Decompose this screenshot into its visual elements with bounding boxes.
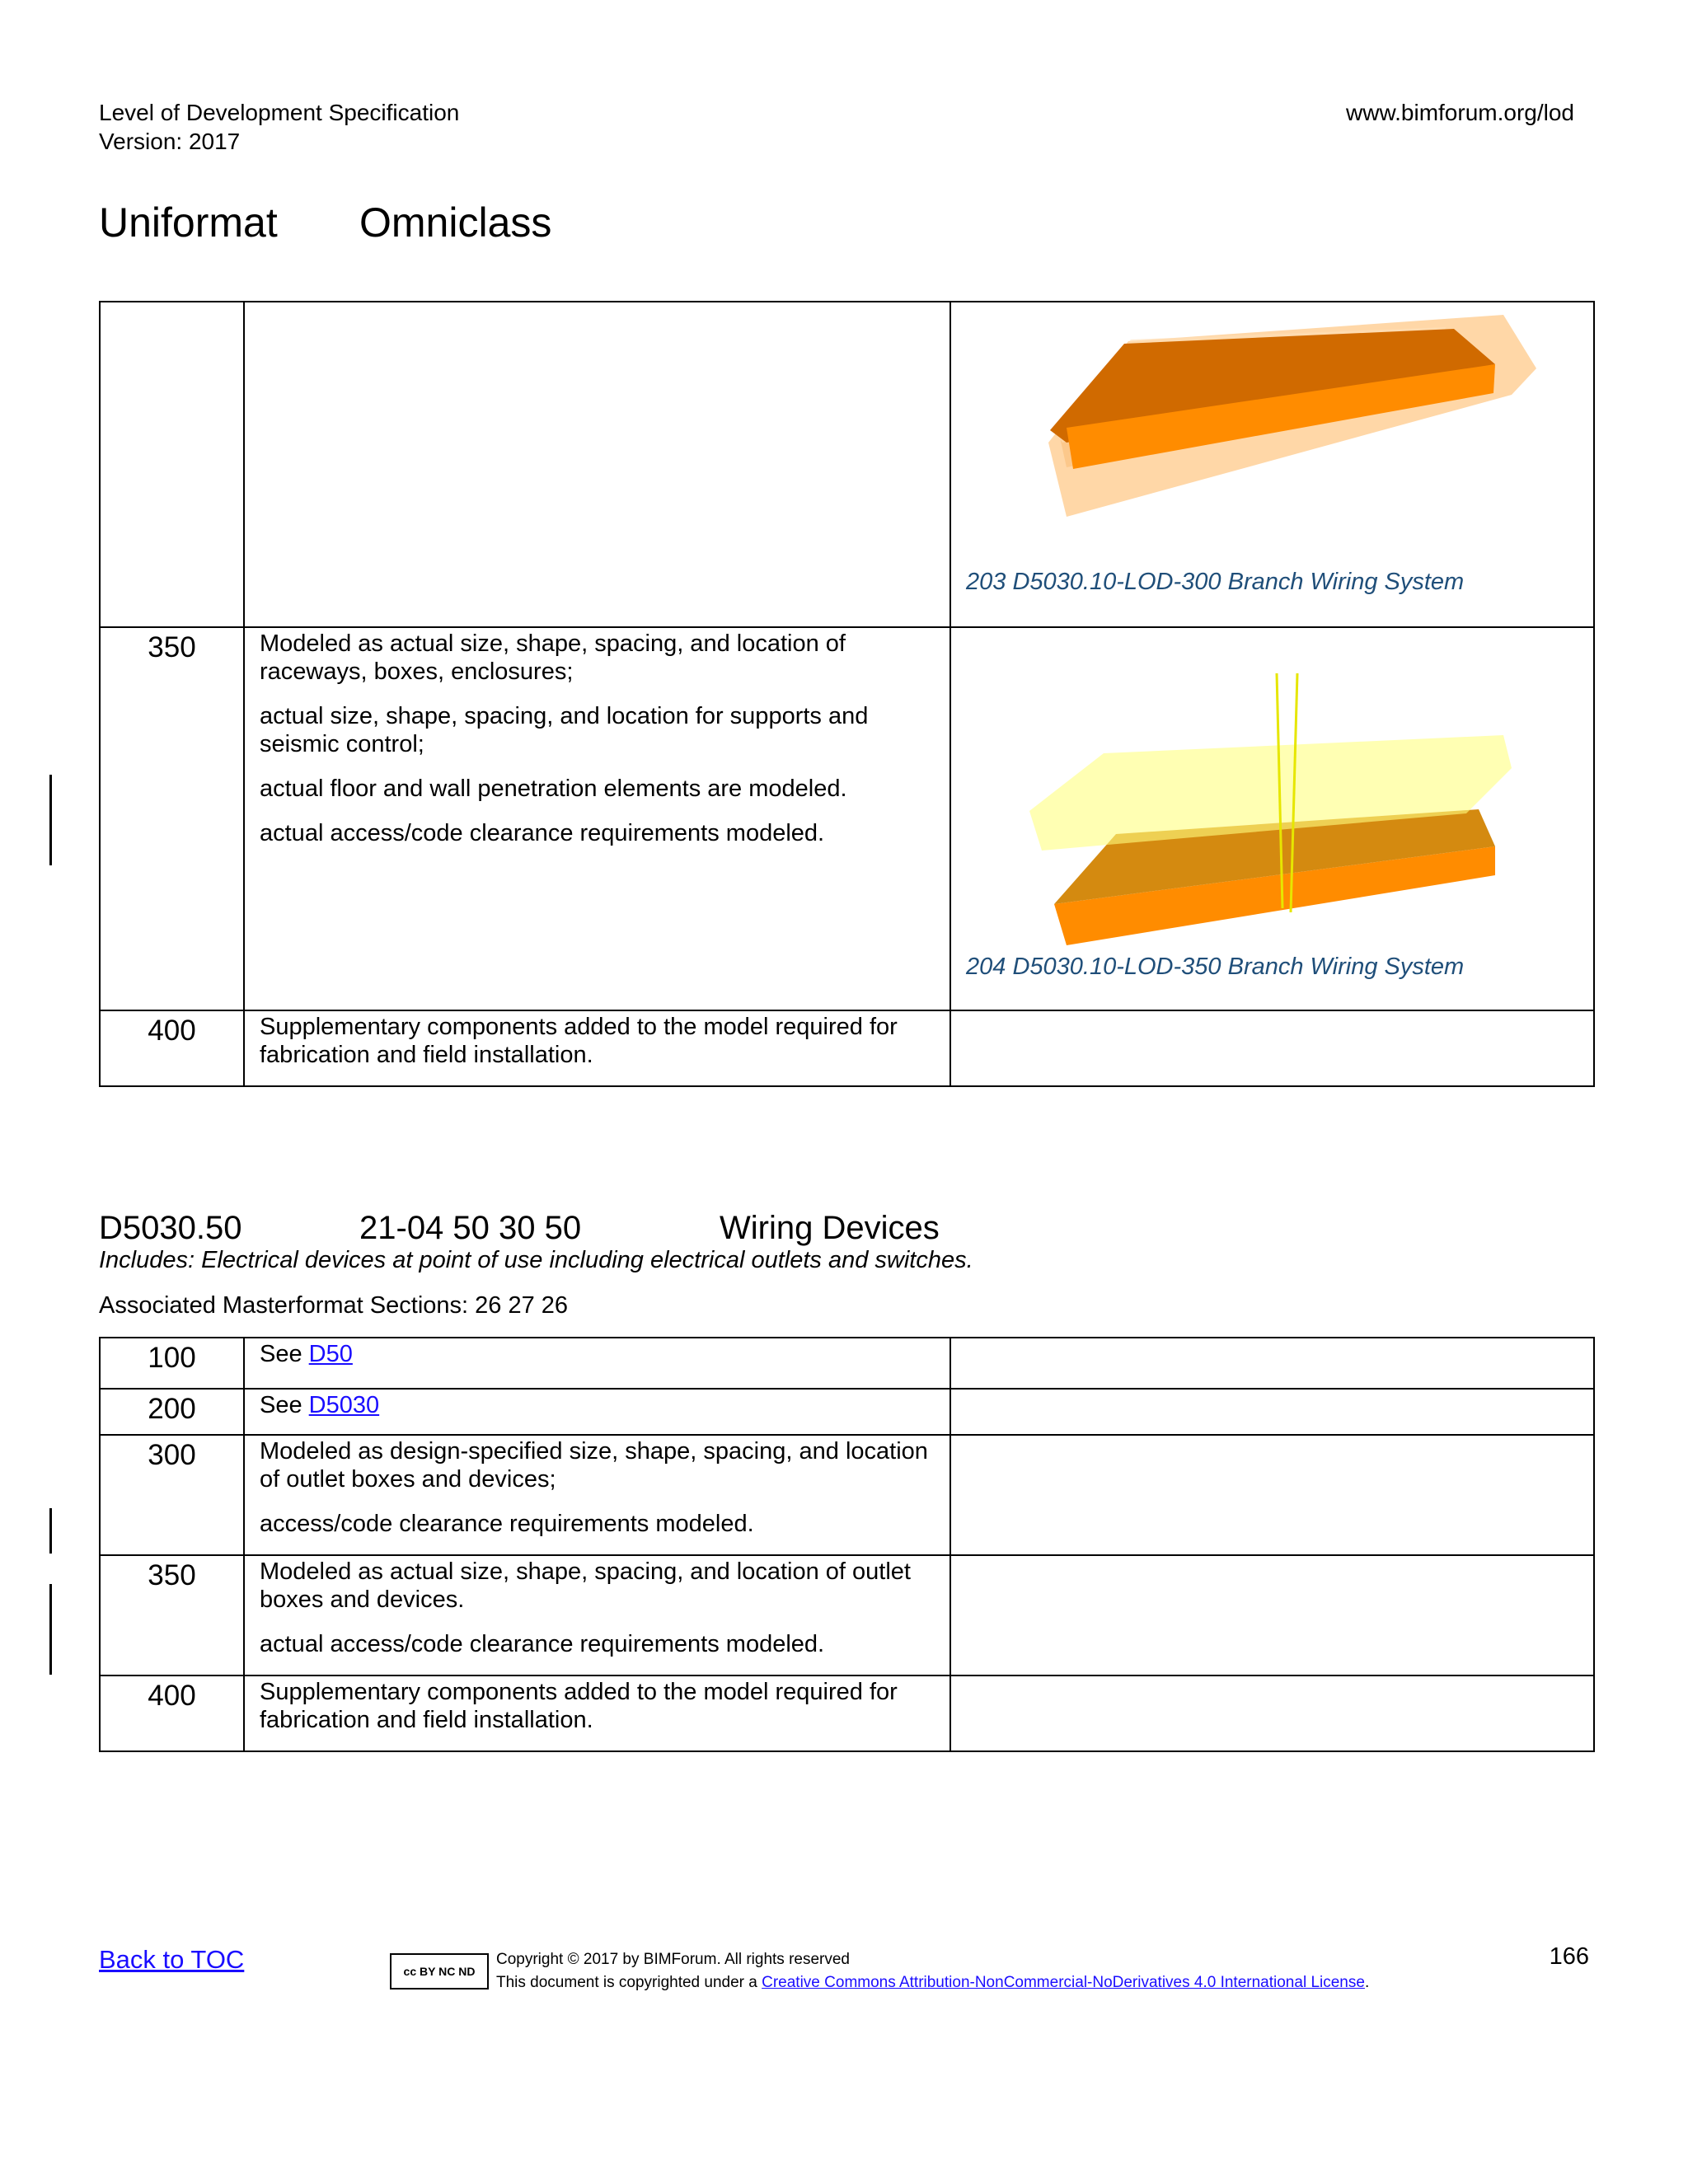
desc-cell bbox=[244, 1389, 950, 1435]
link-d5030[interactable]: D5030 bbox=[308, 1392, 380, 1418]
link-d50[interactable]: D50 bbox=[308, 1341, 353, 1367]
image-cell bbox=[950, 1555, 1594, 1675]
see-label: See bbox=[260, 1392, 309, 1418]
uniformat-heading: Uniformat bbox=[99, 199, 278, 246]
lod-cell: 300 bbox=[100, 1435, 244, 1555]
figure-caption: 204 D5030.10-LOD-350 Branch Wiring System bbox=[966, 954, 1465, 980]
image-cell bbox=[950, 1675, 1594, 1751]
doc-url: www.bimforum.org/lod bbox=[1346, 100, 1574, 125]
change-bar bbox=[49, 1508, 52, 1554]
image-cell bbox=[950, 1010, 1594, 1086]
image-cell bbox=[950, 1435, 1594, 1555]
page-number: 166 bbox=[1549, 1943, 1589, 1970]
section-omniclass-code: 21-04 50 30 50 bbox=[359, 1210, 582, 1246]
image-cell bbox=[950, 627, 1594, 1010]
back-to-toc-link[interactable]: Back to TOC bbox=[99, 1945, 245, 1974]
desc-line: Modeled as design-specified size, shape, spacing, and location of outlet boxes and devices; bbox=[260, 1438, 928, 1493]
lod-cell: 350 bbox=[100, 1555, 244, 1675]
lod-cell: 350 bbox=[100, 627, 244, 1010]
omniclass-heading: Omniclass bbox=[359, 199, 552, 246]
table-row bbox=[100, 627, 1594, 1010]
table-row bbox=[100, 1389, 1594, 1435]
change-bar bbox=[49, 1584, 52, 1675]
license-notice bbox=[496, 1971, 1369, 1994]
see-label: See bbox=[260, 1341, 309, 1367]
desc-cell bbox=[244, 627, 950, 1010]
table-row bbox=[100, 1435, 1594, 1555]
desc-line: actual size, shape, spacing, and location for supports and seismic control; bbox=[260, 703, 869, 757]
lod-cell bbox=[100, 302, 244, 627]
table-row bbox=[100, 302, 1594, 627]
section-masterformat: Associated Masterformat Sections: 26 27 26 bbox=[99, 1292, 569, 1319]
lod-cell: 400 bbox=[100, 1010, 244, 1086]
desc-cell bbox=[244, 302, 950, 627]
lod-table-1 bbox=[99, 301, 1595, 1087]
desc-cell: Supplementary components added to the model required for fabrication and field installation. bbox=[244, 1675, 950, 1751]
desc-cell bbox=[244, 1435, 950, 1555]
desc-line: Modeled as actual size, shape, spacing, and location of outlet boxes and devices. bbox=[260, 1558, 911, 1613]
section-uniformat-code: D5030.50 bbox=[99, 1210, 242, 1246]
doc-version: Version: 2017 bbox=[99, 129, 241, 154]
image-cell bbox=[950, 302, 1594, 627]
desc-cell bbox=[244, 1338, 950, 1389]
cc-license-badge-icon bbox=[390, 1953, 489, 1990]
desc-cell bbox=[244, 1555, 950, 1675]
lod-table-2 bbox=[99, 1337, 1595, 1752]
desc-line: actual access/code clearance requirements modeled. bbox=[260, 820, 825, 846]
change-bar bbox=[49, 775, 52, 865]
image-cell bbox=[950, 1338, 1594, 1389]
desc-line: actual access/code clearance requirements modeled. bbox=[260, 1631, 825, 1657]
desc-line: Modeled as actual size, shape, spacing, and location of raceways, boxes, enclosures; bbox=[260, 630, 846, 685]
desc-line: actual floor and wall penetration elements are modeled. bbox=[260, 776, 847, 802]
license-prefix: This document is copyrighted under a bbox=[496, 1974, 762, 1991]
cc-badge-text: cc BY NC ND bbox=[403, 1965, 476, 1978]
license-link[interactable]: Creative Commons Attribution-NonCommercial-NoDerivatives 4.0 International License bbox=[762, 1974, 1365, 1991]
desc-cell: Supplementary components added to the model required for fabrication and field installation. bbox=[244, 1010, 950, 1086]
figure-caption: 203 D5030.10-LOD-300 Branch Wiring System bbox=[966, 569, 1465, 595]
section-includes: Includes: Electrical devices at point of use including electrical outlets and switches. bbox=[99, 1247, 973, 1273]
lod-cell: 400 bbox=[100, 1675, 244, 1751]
license-suffix: . bbox=[1364, 1974, 1370, 1991]
table-row bbox=[100, 1338, 1594, 1389]
table-row bbox=[100, 1555, 1594, 1675]
doc-title: Level of Development Specification bbox=[99, 100, 460, 125]
image-cell bbox=[950, 1389, 1594, 1435]
lod-cell: 200 bbox=[100, 1389, 244, 1435]
section-name: Wiring Devices bbox=[720, 1210, 940, 1246]
desc-line: access/code clearance requirements modeled. bbox=[260, 1511, 754, 1537]
table-row bbox=[100, 1010, 1594, 1086]
copyright-notice: Copyright © 2017 by BIMForum. All rights reserved bbox=[496, 1951, 851, 1968]
lod-cell: 100 bbox=[100, 1338, 244, 1389]
table-row bbox=[100, 1675, 1594, 1751]
